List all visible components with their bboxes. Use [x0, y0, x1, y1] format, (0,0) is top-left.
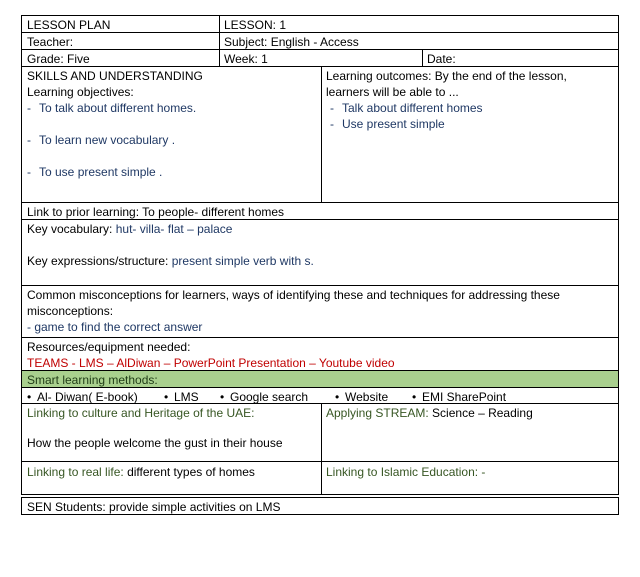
- outcomes-intro-line1: Learning outcomes: By the end of the lesson,: [326, 69, 567, 83]
- culture-label: Linking to culture and Heritage of the UAE:: [27, 406, 255, 420]
- lesson-number: LESSON: 1: [224, 18, 287, 32]
- key-expressions: Key expressions/structure: present simple verb with s.: [27, 254, 314, 268]
- misconceptions-line2: misconceptions:: [27, 304, 114, 318]
- row-smart-items: [21, 388, 619, 404]
- outcomes-intro-line2: learners will be able to ...: [326, 85, 459, 99]
- misconception-item: - game to find the correct answer: [27, 320, 203, 334]
- grade-field: Grade: Five: [27, 52, 90, 66]
- row-vocab: [21, 220, 619, 286]
- skills-heading: SKILLS AND UNDERSTANDING: [27, 69, 203, 83]
- outcome-item: - Use present simple: [330, 117, 445, 131]
- row-sen: [21, 498, 619, 515]
- resources-label: Resources/equipment needed:: [27, 340, 191, 354]
- subject-field: Subject: English - Access: [224, 35, 359, 49]
- misconceptions-line1: Common misconceptions for learners, ways of identifying these and techniques for addressing these: [27, 288, 560, 302]
- week-field: Week: 1: [224, 52, 268, 66]
- real-life-label: Linking to real life:: [27, 465, 124, 479]
- row-grade: [21, 50, 619, 67]
- smart-item: • Al- Diwan( E-book): [27, 390, 138, 404]
- objective-item: - To use present simple .: [27, 165, 163, 179]
- smart-item: • LMS: [164, 390, 199, 404]
- objective-item: - To talk about different homes.: [27, 101, 197, 115]
- row-smart-heading: [21, 371, 619, 388]
- resources-list: TEAMS - LMS – AlDiwan – PowerPoint Presentation – Youtube video: [27, 356, 395, 370]
- expressions-value: present simple verb with s.: [171, 254, 314, 268]
- culture-text: How the people welcome the gust in their house: [27, 436, 283, 450]
- real-life-cell: [22, 462, 321, 494]
- smart-item: • Website: [335, 390, 389, 404]
- smart-item: • Google search: [220, 390, 309, 404]
- row-misconceptions: [21, 286, 619, 338]
- key-vocabulary: Key vocabulary: hut- villa- flat – palace: [27, 222, 233, 236]
- smart-item: • EMI SharePoint: [412, 390, 507, 404]
- row-culture-stream: [21, 404, 619, 462]
- sen-students: SEN Students: provide simple activities on LMS: [27, 500, 281, 514]
- stream-label: Applying STREAM:: [326, 406, 429, 420]
- objectives-label: Learning objectives:: [27, 85, 134, 99]
- row-skills-outcomes: [21, 67, 619, 203]
- skills-cell: [22, 67, 321, 202]
- prior-learning: Link to prior learning: To people- different homes: [27, 205, 285, 219]
- islamic-label: Linking to Islamic Education: -: [326, 465, 486, 479]
- row-prior-learning: [21, 203, 619, 220]
- date-field: Date:: [427, 52, 456, 66]
- stream-value: Science – Reading: [432, 406, 533, 420]
- islamic-cell: [321, 462, 619, 494]
- smart-learning-label: Smart learning methods:: [27, 373, 158, 387]
- lesson-plan-table: [21, 15, 619, 515]
- outcomes-cell: [321, 67, 619, 202]
- row-teacher: [21, 33, 619, 50]
- teacher-field: Teacher:: [27, 35, 74, 49]
- row-real-life-islamic: [21, 462, 619, 495]
- culture-cell: [22, 404, 321, 461]
- real-life-value: different types of homes: [127, 465, 255, 479]
- row-lesson: [21, 15, 619, 33]
- row-resources: [21, 338, 619, 371]
- stream-cell: [321, 404, 619, 461]
- lesson-plan-title: LESSON PLAN: [27, 18, 111, 32]
- outcome-item: - Talk about different homes: [330, 101, 483, 115]
- objective-item: - To learn new vocabulary .: [27, 133, 176, 147]
- vocabulary-words: hut- villa- flat – palace: [115, 222, 233, 236]
